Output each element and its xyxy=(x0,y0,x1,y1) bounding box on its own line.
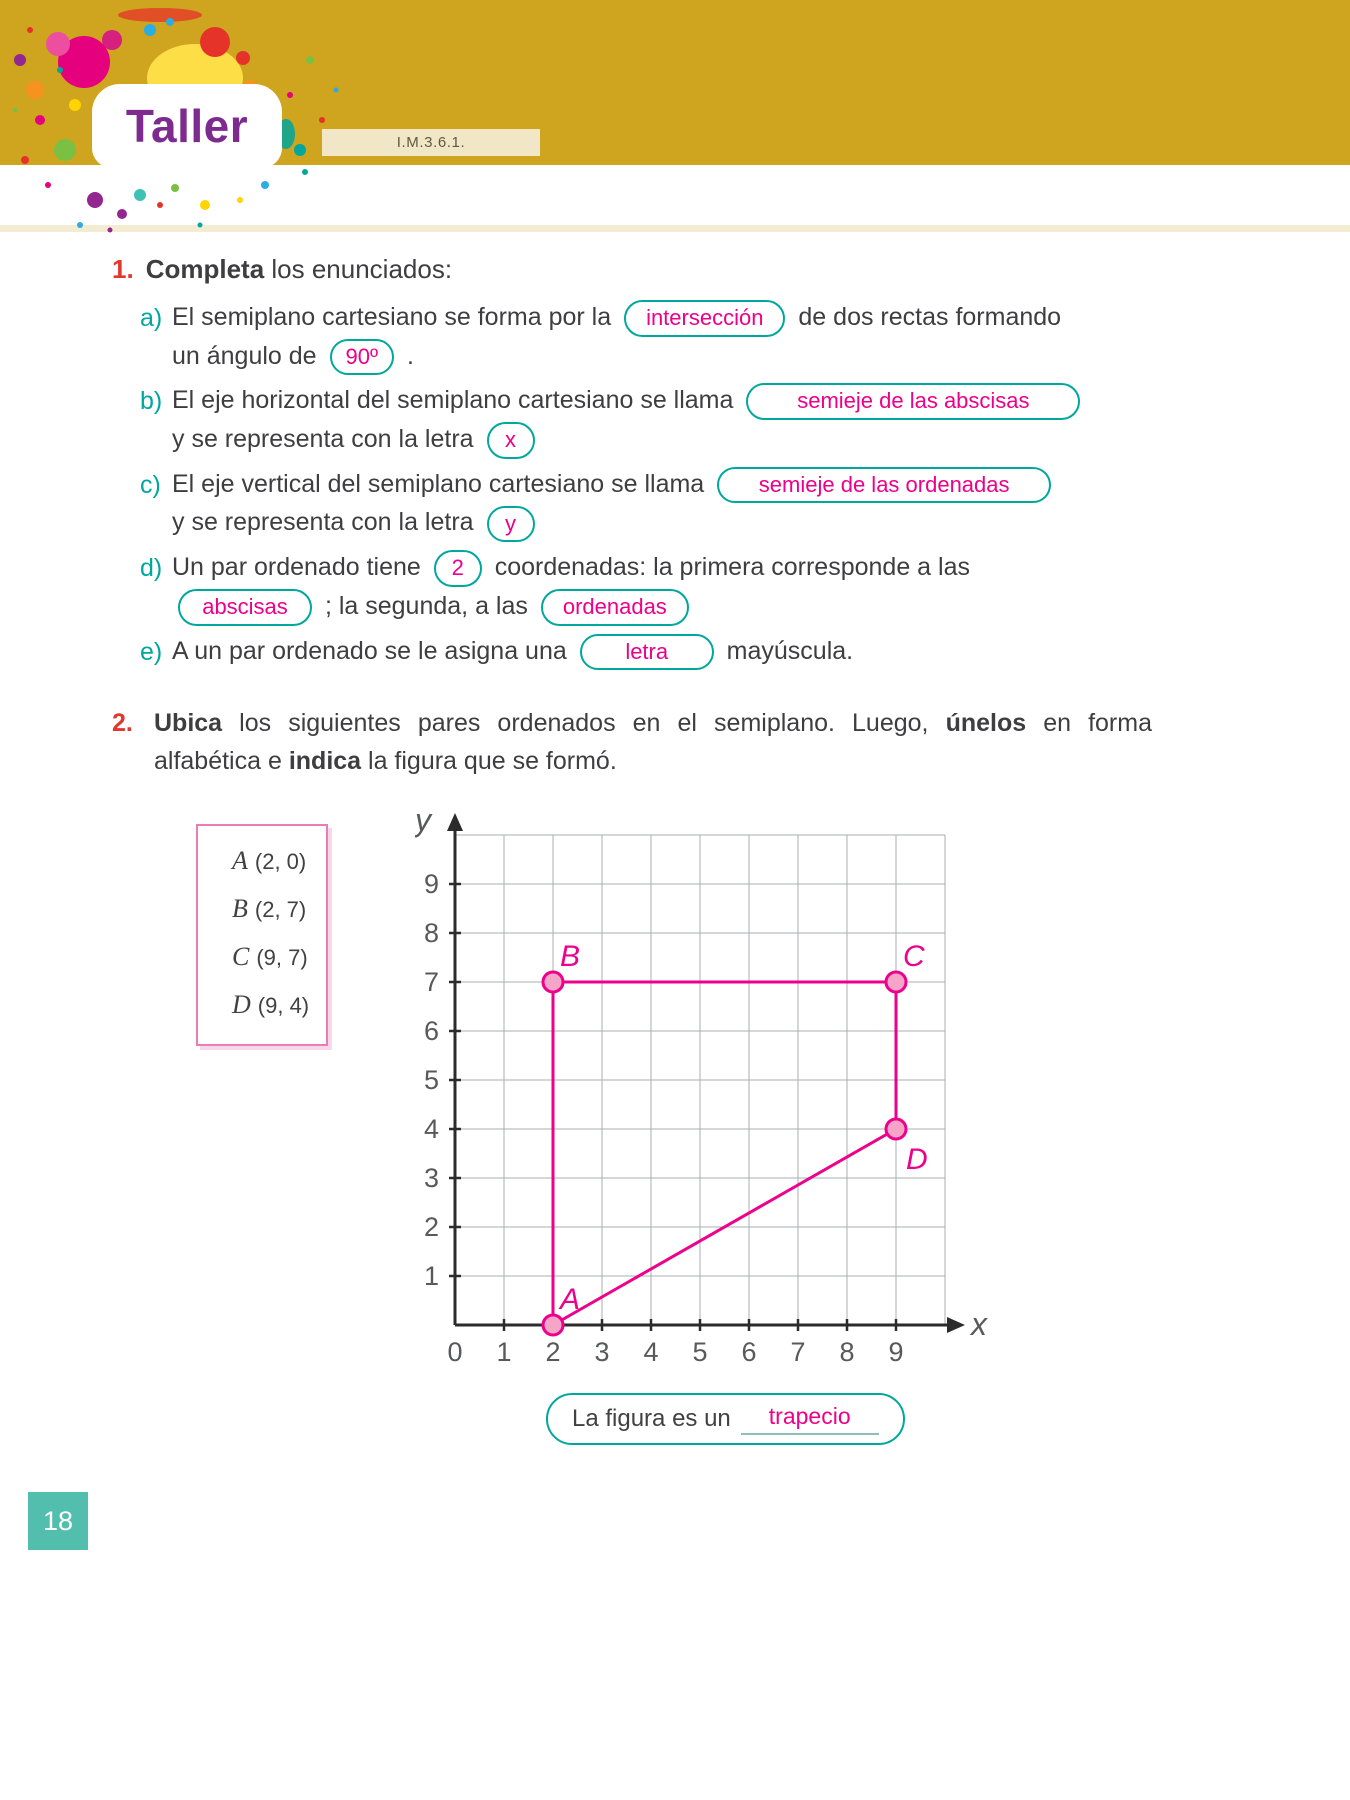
figure-answer: trapecio xyxy=(741,1403,879,1435)
answer-blank: ordenadas xyxy=(541,589,689,626)
svg-text:6: 6 xyxy=(741,1337,757,1367)
item-text: Un par ordenado tiene xyxy=(172,553,421,582)
figure-answer-box xyxy=(546,1393,905,1445)
ordered-pair xyxy=(232,990,326,1020)
point-name: D xyxy=(232,990,251,1019)
answer-blank: y xyxy=(487,506,535,543)
curriculum-code: I.M.3.6.1. xyxy=(396,134,466,151)
curriculum-code-bar xyxy=(322,129,540,156)
answer-blank: 2 xyxy=(434,550,482,587)
page-title: Taller xyxy=(125,100,249,152)
instruction-text: la figura que se formó. xyxy=(361,746,617,775)
item-text: . xyxy=(407,341,414,370)
svg-text:x: x xyxy=(971,1306,987,1342)
item-text: un ángulo de xyxy=(172,341,317,370)
figure-caption: La figura es un xyxy=(572,1405,731,1432)
svg-text:5: 5 xyxy=(692,1337,708,1367)
item-text: A un par ordenado se le asigna una xyxy=(172,636,567,665)
exercise-number: 1. xyxy=(112,254,134,284)
svg-text:6: 6 xyxy=(423,1016,439,1046)
exercise1-item-c xyxy=(112,466,1152,543)
exercise1-item-e xyxy=(112,633,1152,672)
point-coords: (2, 0) xyxy=(254,849,307,874)
answer-blank: letra xyxy=(580,634,714,671)
item-letter: c) xyxy=(140,470,161,499)
item-text: y se representa con la letra xyxy=(172,425,474,454)
answer-blank: 90º xyxy=(330,339,395,376)
exercise1-item-b xyxy=(112,382,1152,459)
item-text: El semiplano cartesiano se forma por la xyxy=(172,303,612,331)
svg-text:0: 0 xyxy=(447,1337,463,1367)
svg-text:D: D xyxy=(906,1143,928,1176)
point-name: B xyxy=(232,894,248,923)
svg-text:y: y xyxy=(415,809,431,838)
item-letter: a) xyxy=(140,304,163,332)
svg-text:1: 1 xyxy=(496,1337,512,1367)
coordinate-plane-chart xyxy=(415,809,990,1375)
svg-text:B: B xyxy=(560,940,581,973)
answer-blank: semieje de las ordenadas xyxy=(717,467,1051,504)
svg-text:9: 9 xyxy=(888,1337,904,1367)
svg-text:7: 7 xyxy=(423,967,439,997)
svg-text:9: 9 xyxy=(423,869,439,899)
svg-text:4: 4 xyxy=(423,1114,439,1144)
item-text: coordenadas: la primera corresponde a las xyxy=(494,553,970,582)
ordered-pairs-box xyxy=(196,824,328,1046)
item-text: mayúscula. xyxy=(726,636,854,665)
item-letter: b) xyxy=(140,387,163,416)
exercise-2-instructions xyxy=(112,705,1152,780)
svg-text:1: 1 xyxy=(423,1261,439,1291)
exercise-1-title xyxy=(112,250,1152,289)
ordered-pair xyxy=(232,846,326,876)
point-name: C xyxy=(232,942,250,971)
item-letter: d) xyxy=(140,554,163,583)
page-number-box xyxy=(28,1492,88,1550)
svg-text:C: C xyxy=(903,940,925,973)
svg-text:2: 2 xyxy=(423,1212,439,1242)
item-text: y se representa con la letra xyxy=(172,508,474,537)
exercise1-item-a xyxy=(112,299,1152,376)
item-text: de dos rectas formando xyxy=(798,303,1062,331)
svg-text:3: 3 xyxy=(594,1337,610,1367)
exercise-1 xyxy=(112,250,1152,677)
svg-text:8: 8 xyxy=(839,1337,855,1367)
point-coords: (2, 7) xyxy=(254,897,307,922)
point-coords: (9, 4) xyxy=(257,993,310,1018)
svg-text:4: 4 xyxy=(643,1337,659,1367)
point-name: A xyxy=(232,846,248,875)
exercise-2 xyxy=(112,705,1152,780)
page-number: 18 xyxy=(42,1505,74,1536)
answer-blank: intersección xyxy=(624,300,785,337)
item-letter: e) xyxy=(140,637,163,666)
instruction-bold: Ubica xyxy=(154,709,223,737)
svg-text:5: 5 xyxy=(423,1065,439,1095)
exercise-title-bold: Completa xyxy=(145,254,265,284)
exercise-number: 2. xyxy=(112,709,133,737)
item-text: El eje horizontal del semiplano cartesiano se llama xyxy=(172,386,734,415)
svg-text:A: A xyxy=(560,1283,581,1316)
exercise1-item-d xyxy=(112,549,1152,626)
ordered-pair xyxy=(232,894,326,924)
svg-text:7: 7 xyxy=(790,1337,806,1367)
exercise-title-rest: los enunciados: xyxy=(264,254,453,284)
answer-blank: semieje de las abscisas xyxy=(746,383,1080,420)
instruction-text: en forma alfabética e xyxy=(154,709,1152,775)
answer-blank: abscisas xyxy=(178,589,312,626)
instruction-bold: únelos xyxy=(945,709,1027,737)
instruction-text: los siguientes pares ordenados en el semiplano. Luego, xyxy=(222,709,946,737)
item-text: El eje vertical del semiplano cartesiano se llama xyxy=(172,469,705,498)
ordered-pair xyxy=(232,942,326,972)
svg-text:3: 3 xyxy=(423,1163,439,1193)
item-text: ; la segunda, a las xyxy=(324,591,528,620)
answer-blank: x xyxy=(487,422,535,459)
svg-text:2: 2 xyxy=(545,1337,561,1367)
svg-text:8: 8 xyxy=(423,918,439,948)
instruction-bold: indica xyxy=(288,746,362,775)
point-coords: (9, 7) xyxy=(256,945,308,970)
taller-tab xyxy=(92,84,282,168)
